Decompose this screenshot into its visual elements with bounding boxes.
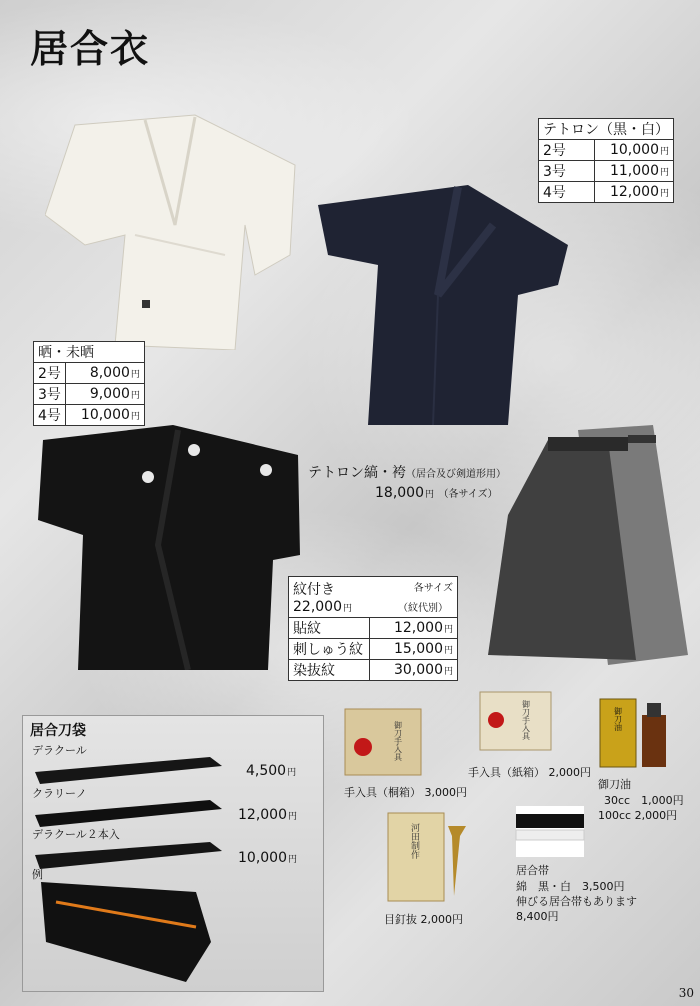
bag-label: デラクール xyxy=(32,744,87,757)
black-montsuki-image xyxy=(38,425,303,670)
yen-mark: 円 xyxy=(659,168,669,178)
care-kit-wood-box-text: 御刀手入具 xyxy=(393,721,403,761)
tetoron-size: 3号 xyxy=(539,161,595,182)
obi-label: 居合帯 xyxy=(516,864,549,877)
tetoron-size: 2号 xyxy=(539,140,595,161)
montsuki-price-table xyxy=(288,576,458,681)
mekuginuki-image xyxy=(386,811,478,903)
obi-line2: 伸びる居合帯もあります xyxy=(516,895,637,908)
sarashi-size: 3号 xyxy=(34,384,66,405)
sarashi-header: 晒・未晒 xyxy=(34,342,145,363)
yen-mark: 円 xyxy=(547,910,559,923)
yen-mark: 円 xyxy=(659,147,669,157)
yen-mark: 円 xyxy=(287,768,297,778)
yen-mark: 円 xyxy=(659,189,669,199)
page-number: 30 xyxy=(678,986,694,1000)
sarashi-price: 10,000 xyxy=(80,407,130,423)
hakama-image xyxy=(488,425,700,665)
tetoron-size: 4号 xyxy=(539,182,595,203)
care-kit-paper-box-image xyxy=(478,690,553,752)
care-kit-wood-label: 手入具（桐箱） xyxy=(344,786,421,799)
yen-mark: 円 xyxy=(672,794,684,807)
yen-mark: 円 xyxy=(443,625,453,635)
sarashi-price: 8,000 xyxy=(89,365,130,381)
yen-mark: 円 xyxy=(452,913,463,926)
oil-label: 御刀油 xyxy=(598,778,631,791)
tetoron-price: 11,000 xyxy=(609,163,659,179)
yen-mark: 円 xyxy=(130,412,140,422)
hakama-note: （居合及び剣道形用） xyxy=(406,469,506,480)
crest-note: （紋代別） xyxy=(398,603,448,614)
yen-mark: 円 xyxy=(580,766,591,779)
crest-type: 刺しゅう紋 xyxy=(289,639,370,660)
sarashi-price-table xyxy=(33,341,145,426)
obi-line1: 綿 黒・白 xyxy=(516,880,571,893)
yen-mark: 円 xyxy=(288,812,298,822)
montsuki-price: 22,000 xyxy=(293,599,342,615)
obi-price1: 3,500 xyxy=(582,880,614,893)
tetoron-header: テトロン（黒・白） xyxy=(539,119,674,140)
crest-price: 30,000 xyxy=(393,662,443,678)
oil-price-30: 30cc 1,000 xyxy=(604,794,673,807)
care-kit-paper-price: 2,000 xyxy=(548,766,580,779)
navy-iaigi-image xyxy=(318,185,568,425)
bag-example-image xyxy=(36,872,216,987)
page-title: 居合衣 xyxy=(30,26,151,71)
bag-label: クラリーノ xyxy=(32,787,87,800)
sarashi-size: 4号 xyxy=(34,405,66,426)
bag-price: 4,500 xyxy=(246,763,287,779)
tetoron-price: 10,000 xyxy=(609,142,659,158)
yen-mark: 円 xyxy=(130,391,140,401)
mekuginuki-label: 目釘抜 xyxy=(384,913,417,926)
sarashi-price: 9,000 xyxy=(89,386,130,402)
hakama-name: テトロン縞・袴 xyxy=(308,465,406,481)
obi-price2: 8,400 xyxy=(516,910,548,923)
mekuginuki-price: 2,000 xyxy=(420,913,452,926)
oil-box-text: 御刀油 xyxy=(613,707,623,731)
yen-mark: 円 xyxy=(443,667,453,677)
crest-price: 15,000 xyxy=(393,641,443,657)
sarashi-size: 2号 xyxy=(34,363,66,384)
care-kit-paper-box-text: 御刀手入具 xyxy=(521,700,531,740)
bag-price: 10,000 xyxy=(238,850,287,866)
tetoron-price: 12,000 xyxy=(609,184,659,200)
sword-bag-heading: 居合刀袋 xyxy=(30,723,86,739)
care-kit-paper-label: 手入具（紙箱） xyxy=(468,766,545,779)
care-kit-wood-box-image xyxy=(343,707,423,777)
bag-label: デラクール２本入 xyxy=(32,828,120,841)
yen-mark: 円 xyxy=(456,786,467,799)
yen-mark: 円 xyxy=(613,880,625,893)
bag-price: 12,000 xyxy=(238,807,287,823)
crest-type: 染抜紋 xyxy=(289,660,370,681)
hakama-price: 18,000 xyxy=(375,485,424,501)
montsuki-name: 紋付き xyxy=(293,582,335,598)
sword-oil-image xyxy=(598,697,670,769)
yen-mark: 円 xyxy=(343,604,353,614)
white-iaigi-image xyxy=(45,105,300,350)
hakama-size-note: （各サイズ） xyxy=(438,489,498,500)
bag-label: 例 xyxy=(32,868,43,881)
crest-price: 12,000 xyxy=(393,620,443,636)
mekuginuki-box-text: 河田制作 xyxy=(409,823,419,859)
crest-type: 貼紋 xyxy=(289,618,370,639)
montsuki-size-label: 各サイズ xyxy=(413,583,453,594)
yen-mark: 円 xyxy=(130,370,140,380)
bag-deracool-double-image xyxy=(30,837,225,872)
bag-clarino-image xyxy=(30,795,225,830)
iai-obi-image xyxy=(514,804,586,859)
oil-price-100: 100cc 2,000 xyxy=(598,809,667,822)
yen-mark: 円 xyxy=(666,809,678,822)
yen-mark: 円 xyxy=(425,490,435,500)
care-kit-wood-price: 3,000 xyxy=(424,786,456,799)
yen-mark: 円 xyxy=(288,855,298,865)
bag-deracool-image xyxy=(30,752,225,787)
yen-mark: 円 xyxy=(443,646,453,656)
